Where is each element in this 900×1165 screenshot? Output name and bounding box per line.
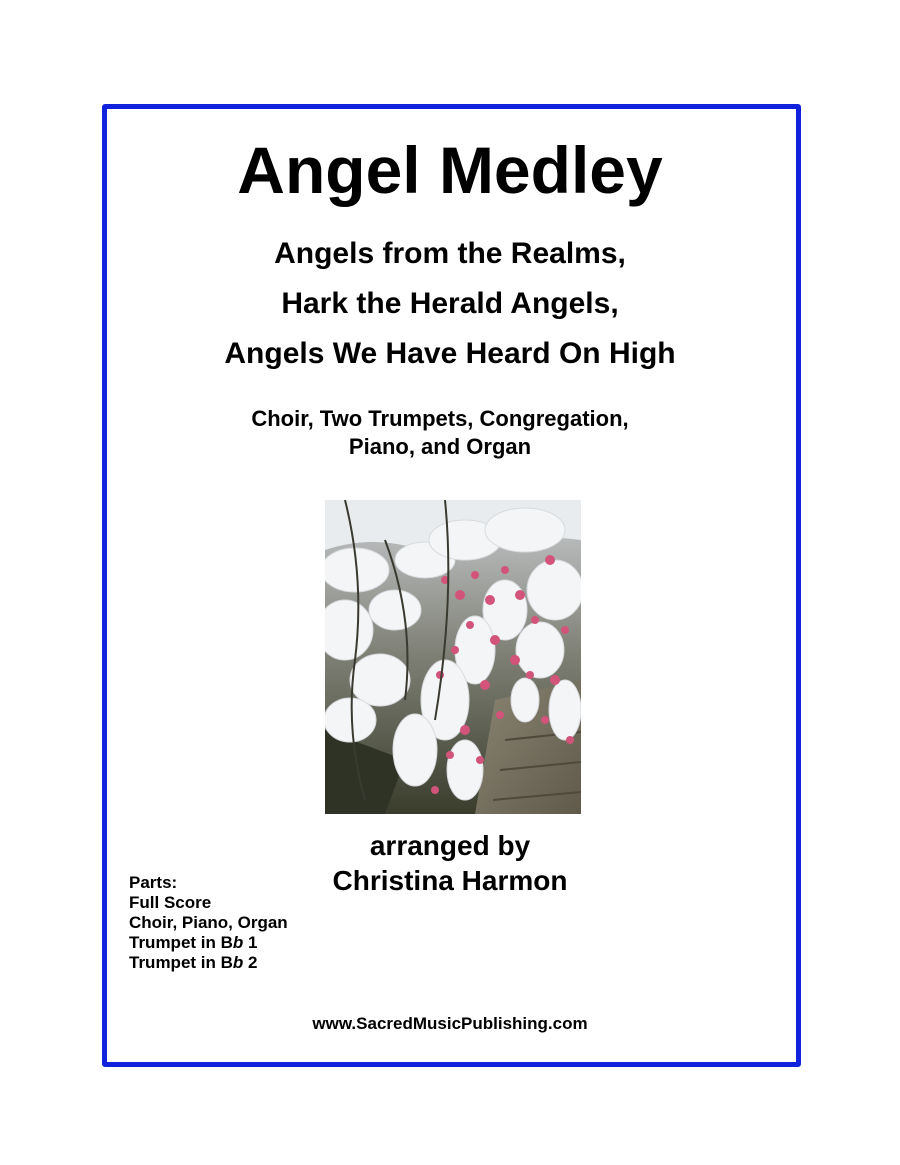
trumpet-1-label: Trumpet in B (129, 933, 233, 952)
subtitle-line-1: Angels from the Realms, (274, 237, 626, 270)
instrumentation-line-1: Choir, Two Trumpets, Congregation, (251, 406, 629, 431)
trumpet-2-number: 2 (243, 953, 258, 972)
trumpet-2-label: Trumpet in B (129, 953, 233, 972)
subtitle-line-2: Hark the Herald Angels, (281, 287, 619, 320)
score-title: Angel Medley (237, 133, 663, 207)
parts-item-trumpet-1 (129, 933, 349, 953)
parts-item-trumpet-2 (129, 953, 349, 973)
arranger-name: Christina Harmon (332, 865, 568, 896)
publisher-website: www.SacredMusicPublishing.com (312, 1014, 588, 1033)
parts-heading: Parts: (129, 873, 178, 892)
parts-item-choir-piano-organ: Choir, Piano, Organ (129, 913, 288, 932)
flat-symbol: b (232, 953, 244, 972)
parts-item-full-score: Full Score (129, 893, 212, 912)
trumpet-1-number: 1 (243, 933, 258, 952)
parts-list (129, 873, 349, 973)
flat-symbol: b (232, 933, 244, 952)
snow-blossom-photo-icon (325, 500, 581, 814)
arranged-by-label: arranged by (369, 830, 531, 861)
subtitle-line-3: Angels We Have Heard On High (224, 337, 676, 370)
instrumentation-line-2: Piano, and Organ (348, 434, 532, 459)
cover-photo (325, 500, 581, 814)
